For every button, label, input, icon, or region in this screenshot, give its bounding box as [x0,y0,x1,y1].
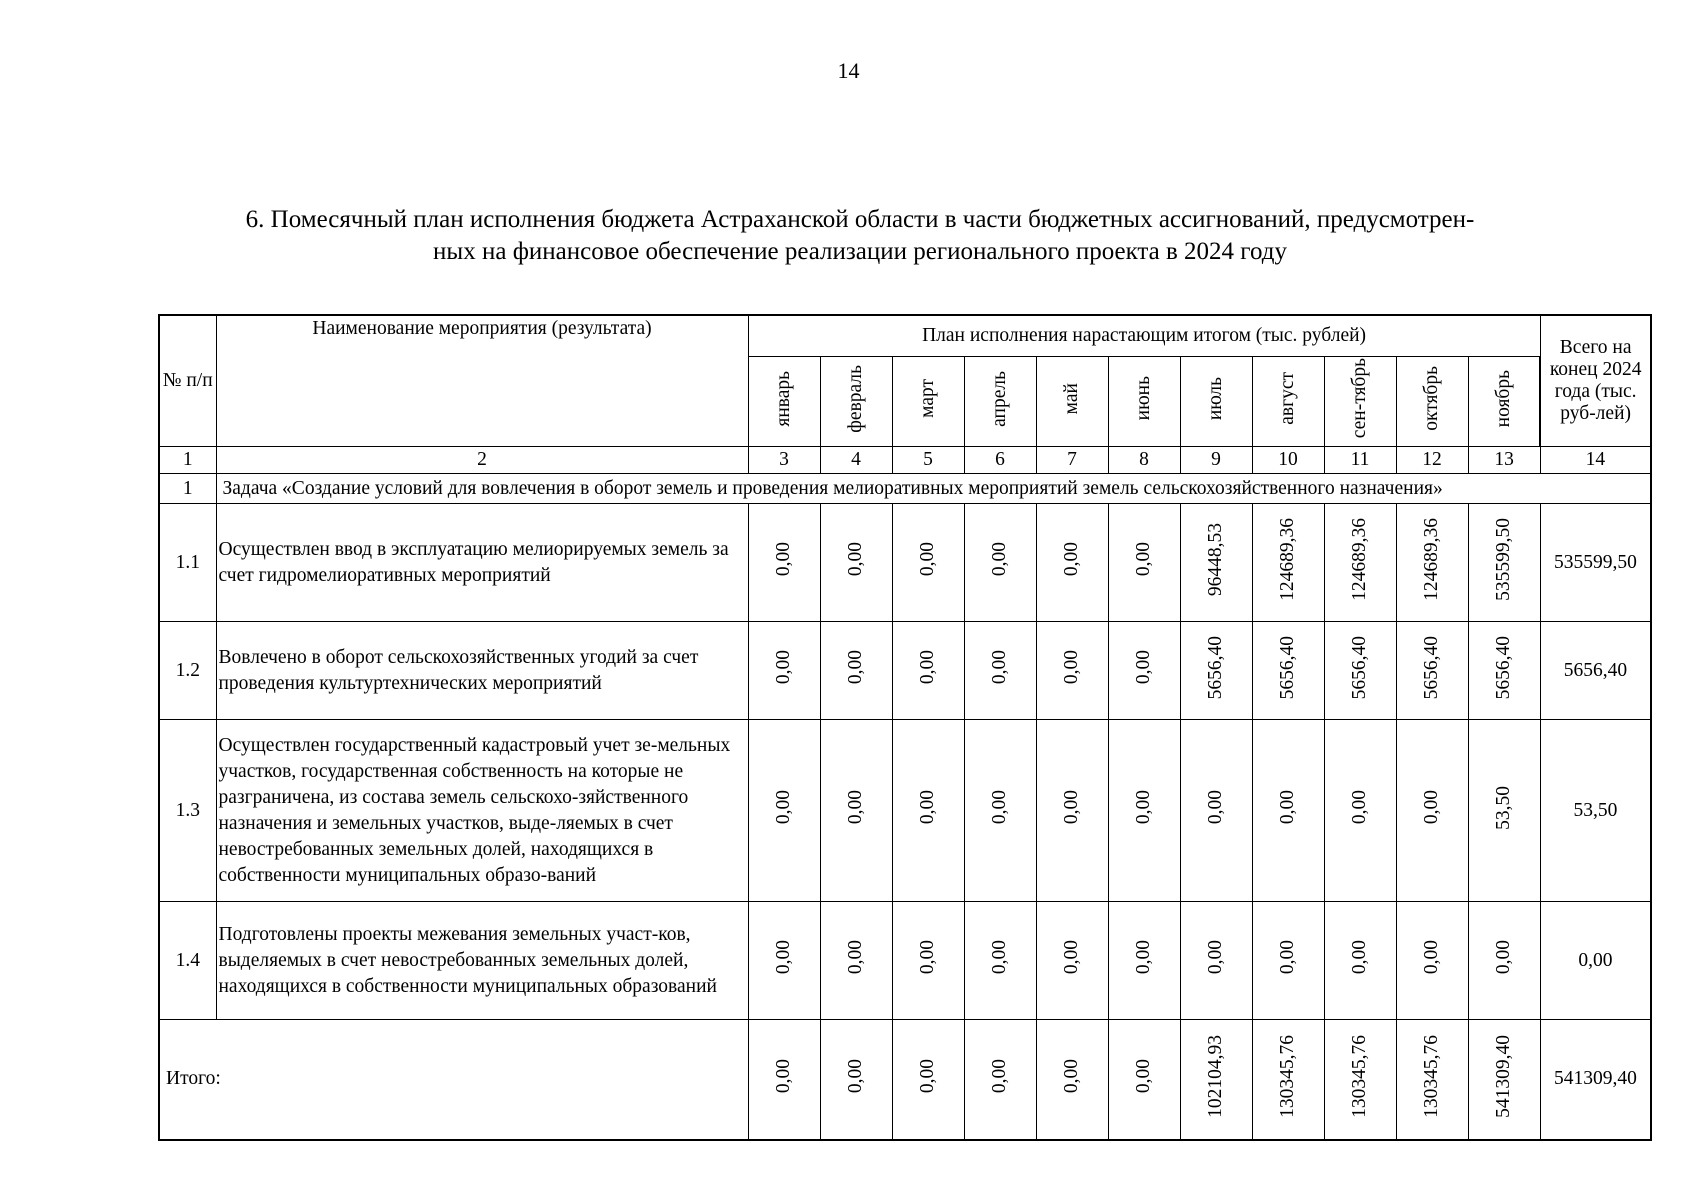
month-value: 53,50 [1493,785,1515,830]
month-value: 0,00 [1061,790,1082,825]
month-value: 5656,40 [1349,635,1370,700]
itogo-value: 130345,76 [1277,1034,1298,1118]
month-value-cell [1324,622,1396,720]
month-value-cell [1036,504,1108,622]
month-value-cell [748,720,820,902]
itogo-value: 130345,76 [1349,1034,1370,1118]
month-value: 0,00 [1421,940,1442,975]
itogo-value: 0,00 [1133,1059,1154,1094]
column-number: 7 [1036,447,1108,474]
month-value: 5656,40 [1421,635,1442,700]
month-value-cell [1252,504,1324,622]
itogo-value-cell [892,1020,964,1140]
month-label: ноябрь [1492,369,1514,428]
month-value-cell [1396,622,1468,720]
month-header-cell [964,357,1036,447]
month-value: 5656,40 [1205,635,1226,700]
month-value-cell [1180,622,1252,720]
month-value: 0,00 [989,790,1010,825]
row-total: 0,00 [1540,902,1651,1020]
month-value: 5656,40 [1493,635,1515,700]
row-total: 5656,40 [1540,622,1651,720]
month-value: 0,00 [917,940,938,975]
month-value: 0,00 [1133,940,1154,975]
month-value: 0,00 [1061,542,1082,577]
column-number: 14 [1540,447,1651,474]
month-header-cell [1324,357,1396,447]
itogo-value: 541309,40 [1493,1034,1515,1118]
task-row [159,474,1651,504]
month-value-cell [1180,902,1252,1020]
itogo-value-cell [1252,1020,1324,1140]
month-value-cell [1108,622,1180,720]
month-value-cell [1324,720,1396,902]
row-name: Подготовлены проекты межевания земельных участ-ков, выделяемых в счет невостребованных земельных долей, находящихся в собственности муниципальных образований [216,902,748,1020]
itogo-value-cell [1396,1020,1468,1140]
month-value: 0,00 [845,940,866,975]
month-value-cell [964,902,1036,1020]
month-value-cell [1036,720,1108,902]
month-value: 0,00 [1133,542,1154,577]
month-header-cell [748,357,820,447]
month-value-cell [1108,504,1180,622]
month-value: 0,00 [845,542,866,577]
itogo-label: Итого: [159,1020,748,1140]
month-label: июнь [1133,376,1154,421]
column-number: 12 [1396,447,1468,474]
column-number: 2 [216,447,748,474]
itogo-value-cell [820,1020,892,1140]
month-value: 0,00 [1061,940,1082,975]
month-header-cell [820,357,892,447]
month-value-cell [1036,902,1108,1020]
row-total: 535599,50 [1540,504,1651,622]
month-value: 124689,36 [1349,518,1370,601]
month-value-cell [892,720,964,902]
month-value: 0,00 [1205,940,1226,975]
page-number: 14 [837,58,860,83]
month-value: 0,00 [773,940,794,975]
month-value-cell [820,622,892,720]
column-numbers-row [159,447,1651,474]
month-label: сен-тябрь [1349,358,1370,439]
month-label: май [1061,382,1082,415]
month-value-cell [1396,504,1468,622]
header-number-cell: № п/п [159,315,216,447]
column-number: 6 [964,447,1036,474]
month-header-cell [892,357,964,447]
month-value: 124689,36 [1421,518,1442,601]
month-label: январь [773,370,794,427]
row-number: 1.2 [159,622,216,720]
page-title [140,204,1580,268]
month-value: 0,00 [1493,940,1515,975]
header-row-1 [159,315,1651,357]
month-header-cell [1468,357,1540,447]
month-value: 0,00 [989,542,1010,577]
month-value: 0,00 [1349,790,1370,825]
month-value-cell [1180,720,1252,902]
row-name: Вовлечено в оборот сельскохозяйственных угодий за счет проведения культуртехнических мероприятий [216,622,748,720]
month-value: 535599,50 [1493,518,1515,601]
itogo-value: 0,00 [845,1059,866,1094]
month-value-cell [1396,902,1468,1020]
column-number: 9 [1180,447,1252,474]
itogo-value: 0,00 [1061,1059,1082,1094]
row-number: 1.1 [159,504,216,622]
month-value-cell [1468,902,1540,1020]
month-value: 5656,40 [1277,635,1298,700]
month-value-cell [964,622,1036,720]
column-number: 8 [1108,447,1180,474]
month-value-cell [892,622,964,720]
month-label: октябрь [1421,366,1442,431]
table-row [159,902,1651,1020]
month-label: февраль [845,364,866,433]
itogo-value-cell [1324,1020,1396,1140]
month-value: 96448,53 [1205,522,1226,597]
month-value-cell [748,504,820,622]
column-number: 4 [820,447,892,474]
task-text: Задача «Создание условий для вовлечения в оборот земель и проведения мелиоративных мероприятий земель сельскохозяйственного назначения» [216,474,1651,504]
month-value-cell [1468,504,1540,622]
itogo-value: 0,00 [773,1059,794,1094]
budget-plan-table [158,314,1652,1141]
column-number: 13 [1468,447,1540,474]
month-value: 0,00 [917,542,938,577]
itogo-value: 130345,76 [1421,1034,1442,1118]
month-value: 0,00 [845,790,866,825]
month-value-cell [748,902,820,1020]
month-header-cell [1180,357,1252,447]
month-value: 0,00 [1133,650,1154,685]
month-value-cell [892,902,964,1020]
header-total-cell: Всего на конец 2024 года (тыс. руб-лей) [1540,315,1651,447]
month-value-cell [1324,504,1396,622]
month-value-cell [892,504,964,622]
month-value: 0,00 [773,790,794,825]
month-value-cell [748,622,820,720]
month-value-cell [1252,902,1324,1020]
month-value-cell [820,902,892,1020]
month-value: 0,00 [1349,940,1370,975]
itogo-value: 0,00 [917,1059,938,1094]
column-number: 1 [159,447,216,474]
month-value: 0,00 [773,542,794,577]
row-total: 53,50 [1540,720,1651,902]
month-value-cell [1252,720,1324,902]
month-value-cell [820,720,892,902]
month-value: 0,00 [917,790,938,825]
itogo-value: 0,00 [989,1059,1010,1094]
itogo-value-cell [748,1020,820,1140]
itogo-value-cell [1468,1020,1540,1140]
month-label: март [917,379,938,418]
table-row [159,622,1651,720]
month-value-cell [1252,622,1324,720]
month-value: 0,00 [1421,790,1442,825]
page-title-line-2: ных на финансовое обеспечение реализации регионального проекта в 2024 году [433,238,1287,265]
month-value-cell [964,504,1036,622]
month-value: 0,00 [1277,940,1298,975]
month-label: апрель [989,370,1010,427]
itogo-value-cell [964,1020,1036,1140]
month-value-cell [1468,622,1540,720]
month-value-cell [1396,720,1468,902]
month-value: 0,00 [1205,790,1226,825]
itogo-value-cell [1180,1020,1252,1140]
month-value-cell [1036,622,1108,720]
table-row [159,504,1651,622]
column-number: 10 [1252,447,1324,474]
month-value: 0,00 [1061,650,1082,685]
column-number: 5 [892,447,964,474]
row-number: 1.3 [159,720,216,902]
month-header-cell [1396,357,1468,447]
month-label: август [1277,372,1298,425]
table-row [159,720,1651,902]
month-value: 0,00 [773,650,794,685]
month-value: 0,00 [1133,790,1154,825]
month-value: 0,00 [989,650,1010,685]
itogo-value-cell [1108,1020,1180,1140]
month-header-cell [1036,357,1108,447]
month-value-cell [820,504,892,622]
column-number: 11 [1324,447,1396,474]
month-value-cell [1324,902,1396,1020]
month-header-cell [1108,357,1180,447]
month-value: 0,00 [917,650,938,685]
header-name-cell: Наименование мероприятия (результата) [216,315,748,447]
column-number: 3 [748,447,820,474]
itogo-row [159,1020,1651,1140]
page-title-line-1: 6. Помесячный план исполнения бюджета Астраханской области в части бюджетных ассигнований, предусмотрен- [245,206,1475,233]
row-number: 1.4 [159,902,216,1020]
month-value-cell [1108,720,1180,902]
month-header-cell [1252,357,1324,447]
itogo-total: 541309,40 [1540,1020,1651,1140]
month-value-cell [1180,504,1252,622]
month-value: 124689,36 [1277,518,1298,601]
month-value: 0,00 [845,650,866,685]
month-value: 0,00 [989,940,1010,975]
task-number: 1 [159,474,216,504]
itogo-value-cell [1036,1020,1108,1140]
month-value-cell [1108,902,1180,1020]
itogo-value: 102104,93 [1205,1034,1226,1118]
month-value-cell [964,720,1036,902]
row-name: Осуществлен государственный кадастровый учет зе-мельных участков, государственная собственность на которые не разграничена, из состава земель сельскохо-зяйственного назначения и земельных участков, выде-ляемых в счет невостребованных земельных долей, находящихся в собственности муниципальных образо-ваний [216,720,748,902]
month-value: 0,00 [1277,790,1298,825]
header-plan-cell: План исполнения нарастающим итогом (тыс. рублей) [748,315,1540,357]
row-name: Осуществлен ввод в эксплуатацию мелиорируемых земель за счет гидромелиоративных мероприятий [216,504,748,622]
month-value-cell [1468,720,1540,902]
month-label: июль [1205,376,1226,421]
